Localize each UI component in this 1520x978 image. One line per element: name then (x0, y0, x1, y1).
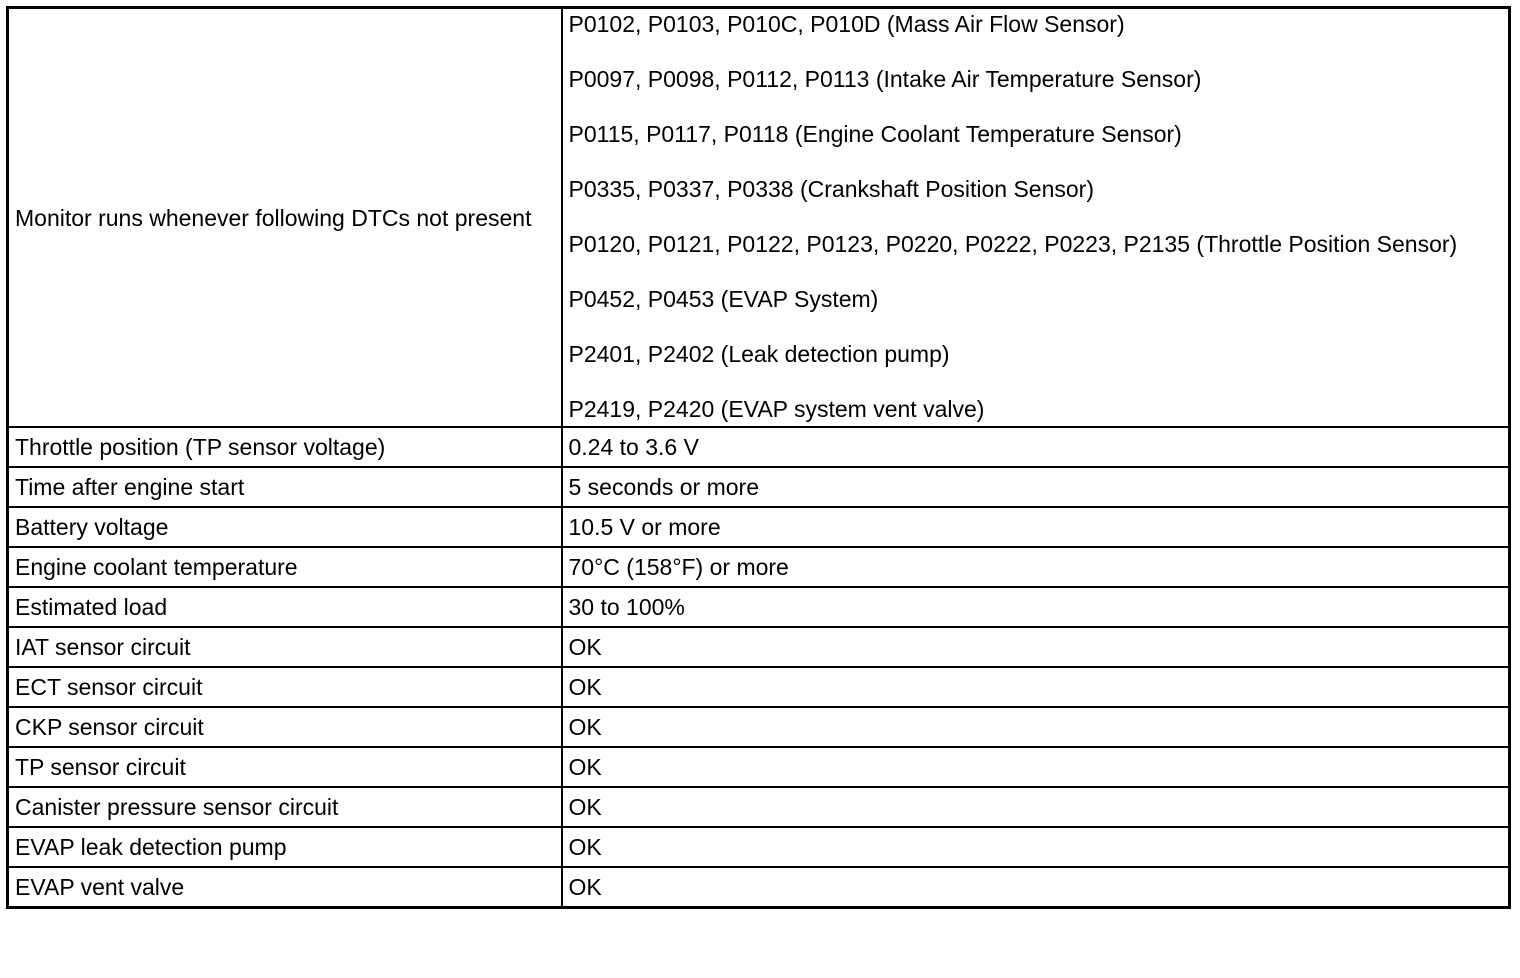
condition-value: OK (562, 667, 1510, 707)
monitor-conditions-table (6, 6, 1511, 909)
condition-label: CKP sensor circuit (8, 707, 562, 747)
dtc-list-item: P0115, P0117, P0118 (Engine Coolant Temperature Sensor) (568, 121, 1182, 147)
condition-value: 5 seconds or more (562, 467, 1510, 507)
table-row (8, 627, 1510, 667)
condition-label: Throttle position (TP sensor voltage) (8, 427, 562, 467)
condition-label: Battery voltage (8, 507, 562, 547)
dtc-list-item: P0335, P0337, P0338 (Crankshaft Position Sensor) (568, 176, 1094, 202)
table-row (8, 827, 1510, 867)
table-row (8, 747, 1510, 787)
condition-value: 70°C (158°F) or more (562, 547, 1510, 587)
dtc-list-item: P0097, P0098, P0112, P0113 (Intake Air Temperature Sensor) (568, 66, 1202, 92)
condition-value: OK (562, 867, 1510, 908)
condition-value: OK (562, 627, 1510, 667)
condition-value: OK (562, 787, 1510, 827)
table-row-dtc-condition (8, 8, 1510, 428)
dtc-list-item: P0102, P0103, P010C, P010D (Mass Air Flow Sensor) (568, 11, 1125, 37)
condition-label: IAT sensor circuit (8, 627, 562, 667)
table-row (8, 507, 1510, 547)
table-row (8, 467, 1510, 507)
table-row (8, 787, 1510, 827)
table-row (8, 547, 1510, 587)
condition-value: 10.5 V or more (562, 507, 1510, 547)
condition-label: Canister pressure sensor circuit (8, 787, 562, 827)
condition-value: OK (562, 827, 1510, 867)
condition-value: OK (562, 747, 1510, 787)
condition-label: EVAP vent valve (8, 867, 562, 908)
dtc-list-item: P2401, P2402 (Leak detection pump) (568, 341, 950, 367)
condition-label: EVAP leak detection pump (8, 827, 562, 867)
table-row (8, 667, 1510, 707)
table-row (8, 867, 1510, 908)
condition-label: TP sensor circuit (8, 747, 562, 787)
table-row (8, 707, 1510, 747)
dtc-list (562, 8, 1510, 428)
condition-value: 30 to 100% (562, 587, 1510, 627)
dtc-list-item: P0452, P0453 (EVAP System) (568, 286, 879, 312)
dtc-list-item: P0120, P0121, P0122, P0123, P0220, P0222, P0223, P2135 (Throttle Position Sensor) (568, 231, 1458, 257)
dtc-list-item: P2419, P2420 (EVAP system vent valve) (568, 396, 985, 422)
condition-value: 0.24 to 3.6 V (562, 427, 1510, 467)
condition-label: Time after engine start (8, 467, 562, 507)
dtc-condition-label: Monitor runs whenever following DTCs not present (8, 8, 562, 428)
table-row (8, 587, 1510, 627)
table-row (8, 427, 1510, 467)
condition-label: ECT sensor circuit (8, 667, 562, 707)
condition-label: Engine coolant temperature (8, 547, 562, 587)
condition-label: Estimated load (8, 587, 562, 627)
condition-value: OK (562, 707, 1510, 747)
